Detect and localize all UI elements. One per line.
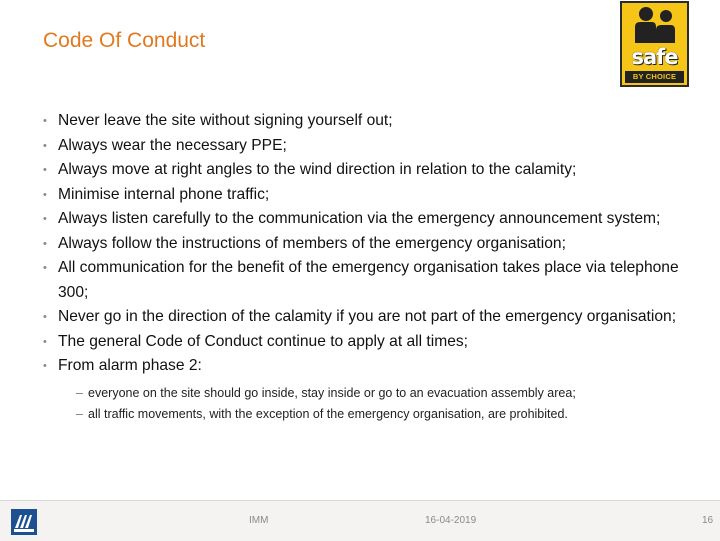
footer-label: IMM <box>249 515 269 526</box>
list-item: • Always move at right angles to the wind direction in relation to the calamity; <box>43 158 683 183</box>
bullet-icon: • <box>43 188 47 201</box>
logo-word: safe <box>631 45 678 69</box>
list-item: • From alarm phase 2: <box>43 354 683 379</box>
bullet-icon: • <box>43 164 47 176</box>
list-item: • Always follow the instructions of members of the emergency organisation; <box>43 232 683 257</box>
dash-icon: – <box>76 385 83 400</box>
sub-list-item: – all traffic movements, with the exception of the emergency organisation, are prohibited. <box>76 404 683 425</box>
dash-icon: – <box>76 406 83 421</box>
list-item: • Minimise internal phone traffic; <box>43 183 683 208</box>
footer-date: 16-04-2019 <box>425 515 477 526</box>
bullet-icon: • <box>43 311 47 323</box>
bullet-icon: • <box>43 360 47 372</box>
list-item: • Always wear the necessary PPE; <box>43 134 683 159</box>
list-item: • The general Code of Conduct continue to apply at all times; <box>43 330 683 355</box>
slide-title: Code Of Conduct <box>43 29 206 52</box>
page-number: 16 <box>702 515 714 526</box>
safe-by-choice-logo <box>620 1 689 87</box>
list-item: • Never go in the direction of the calamity if you are not part of the emergency organisation; <box>43 305 683 330</box>
slide-footer <box>0 500 720 541</box>
sub-bullet-list <box>76 383 683 425</box>
yara-logo-icon <box>11 509 37 535</box>
bullet-icon: • <box>43 237 47 250</box>
list-item: • Never leave the site without signing yourself out; <box>43 109 683 134</box>
bullet-icon: • <box>43 335 47 348</box>
bullet-icon: • <box>43 115 47 127</box>
bullet-list <box>43 109 683 379</box>
list-item: • All communication for the benefit of the emergency organisation takes place via telephone 300; <box>43 256 683 305</box>
bullet-icon: • <box>43 213 47 225</box>
slide-body <box>43 109 683 425</box>
list-item: • Always listen carefully to the communication via the emergency announcement system; <box>43 207 683 232</box>
bullet-icon: • <box>43 262 47 274</box>
sub-list-item: – everyone on the site should go inside, stay inside or go to an evacuation assembly area; <box>76 383 683 404</box>
bullet-icon: • <box>43 139 47 152</box>
logo-tagline: BY CHOICE <box>625 71 684 83</box>
